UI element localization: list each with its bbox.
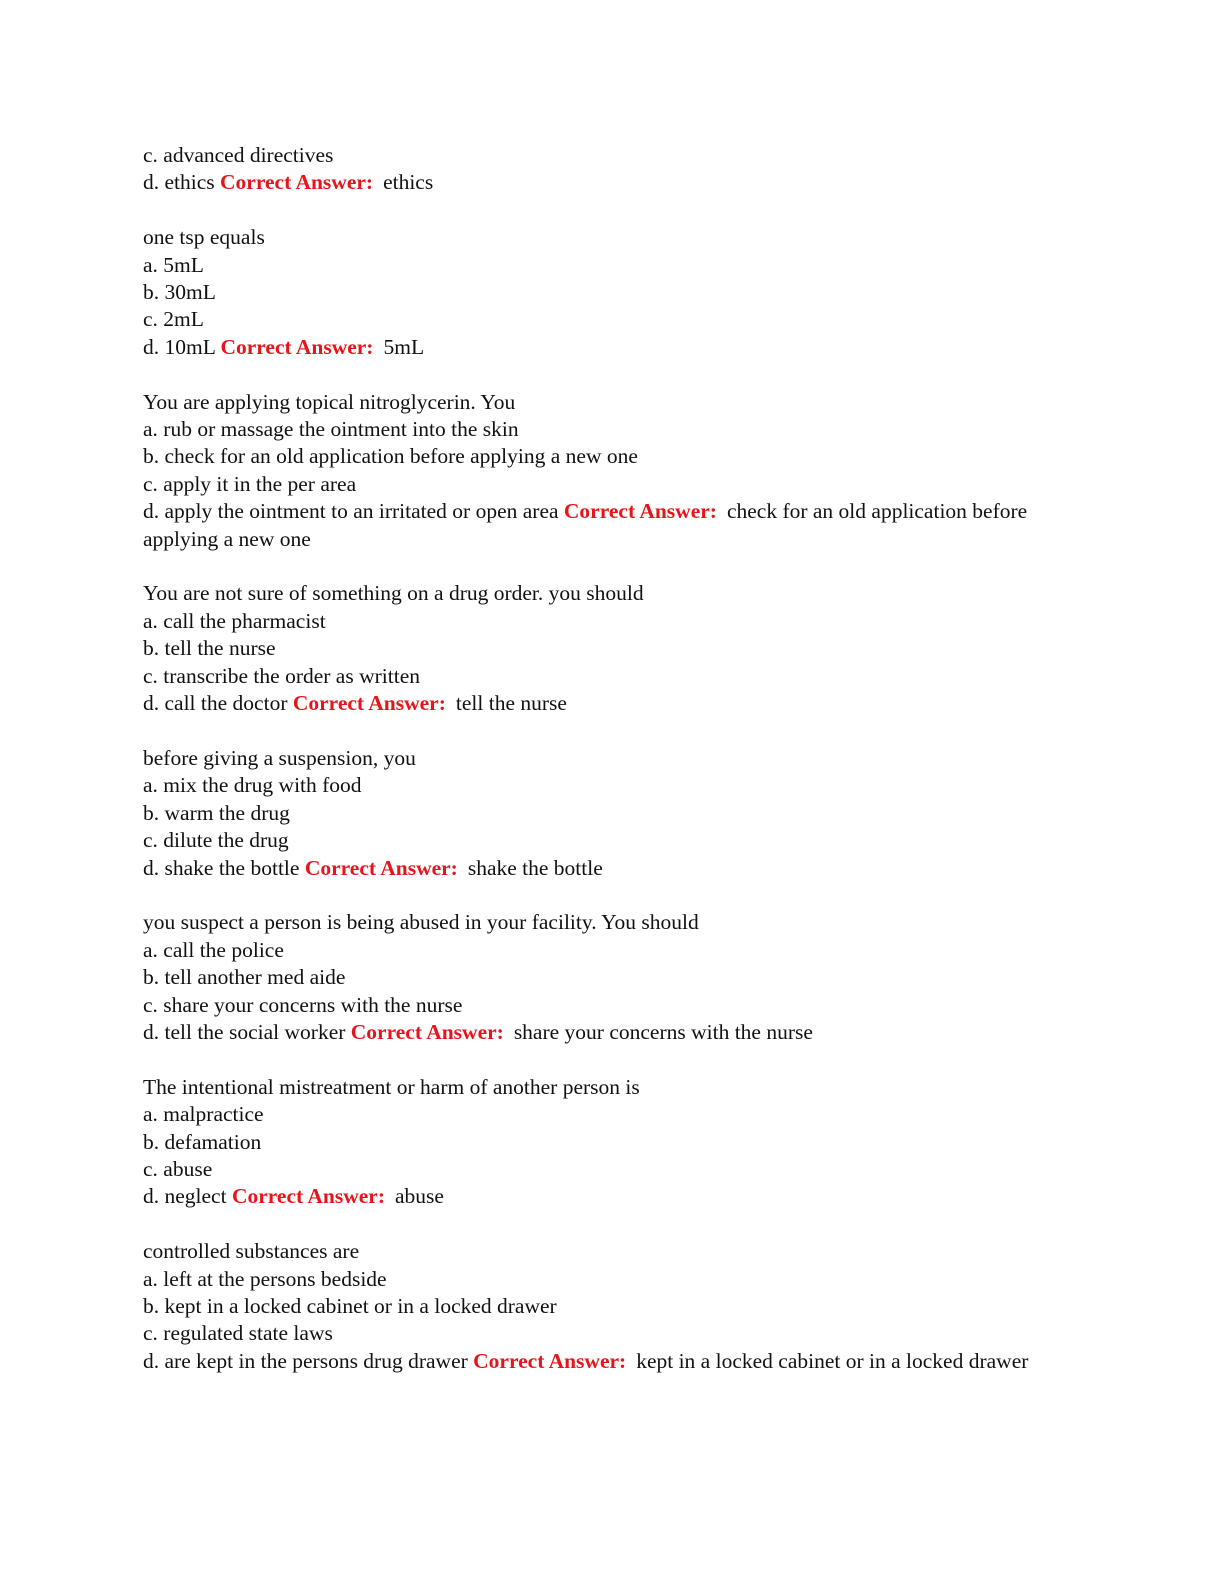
correct-answer-text: check for an old application before applying a new one	[143, 499, 1033, 551]
option-line: b. defamation	[143, 1129, 262, 1154]
question-block	[143, 909, 1073, 1046]
question-text: before giving a suspension, you	[143, 745, 416, 770]
option-text: d. call the doctor	[143, 691, 288, 716]
correct-answer-text: ethics	[383, 170, 434, 195]
answer-line	[143, 498, 1073, 553]
question-text: controlled substances are	[143, 1239, 360, 1264]
option-line: a. call the police	[143, 937, 284, 962]
correct-answer-label: Correct Answer:	[292, 691, 446, 716]
answer-line	[143, 1183, 1073, 1210]
question-block	[143, 580, 1073, 717]
option-line: a. malpractice	[143, 1102, 264, 1127]
document-page	[143, 142, 1073, 1403]
question-text: one tsp equals	[143, 225, 265, 250]
option-line: b. kept in a locked cabinet or in a locked drawer	[143, 1293, 557, 1318]
option-text: d. ethics	[143, 170, 215, 195]
option-line: b. tell the nurse	[143, 636, 276, 661]
option-line: a. rub or massage the ointment into the skin	[143, 417, 519, 442]
option-line: a. 5mL	[143, 252, 204, 277]
option-line: c. advanced directives	[143, 143, 334, 167]
option-line: c. share your concerns with the nurse	[143, 992, 463, 1017]
correct-answer-label: Correct Answer:	[220, 334, 374, 359]
option-line: b. warm the drug	[143, 800, 290, 825]
option-text: d. tell the social worker	[143, 1019, 346, 1044]
option-line: b. check for an old application before applying a new one	[143, 444, 638, 469]
answer-line	[143, 1019, 1073, 1046]
option-line: c. dilute the drug	[143, 828, 289, 853]
option-line: c. abuse	[143, 1156, 213, 1181]
correct-answer-label: Correct Answer:	[473, 1348, 627, 1373]
question-text: You are applying topical nitroglycerin. You	[143, 389, 516, 414]
option-line: c. regulated state laws	[143, 1321, 333, 1346]
answer-line	[143, 855, 1073, 882]
option-line: c. apply it in the per area	[143, 471, 357, 496]
correct-answer-label: Correct Answer:	[304, 855, 458, 880]
option-line: c. transcribe the order as written	[143, 663, 420, 688]
question-block	[143, 1074, 1073, 1211]
option-line: a. mix the drug with food	[143, 773, 362, 798]
option-text: d. are kept in the persons drug drawer	[143, 1348, 468, 1373]
option-line: c. 2mL	[143, 307, 204, 332]
answer-line	[143, 334, 1073, 361]
question-block	[143, 142, 1073, 197]
correct-answer-label: Correct Answer:	[220, 170, 374, 195]
option-text: d. apply the ointment to an irritated or open area	[143, 499, 559, 524]
question-block	[143, 1238, 1073, 1375]
question-text: The intentional mistreatment or harm of another person is	[143, 1074, 640, 1099]
option-line: b. tell another med aide	[143, 965, 346, 990]
correct-answer-text: share your concerns with the nurse	[513, 1019, 813, 1044]
question-text: you suspect a person is being abused in your facility. You should	[143, 910, 699, 935]
option-text: d. neglect	[143, 1184, 227, 1209]
correct-answer-text: tell the nurse	[455, 691, 567, 716]
correct-answer-label: Correct Answer:	[350, 1019, 504, 1044]
option-line: a. left at the persons bedside	[143, 1266, 387, 1291]
option-text: d. shake the bottle	[143, 855, 300, 880]
answer-line	[143, 690, 1073, 717]
correct-answer-label: Correct Answer:	[563, 499, 717, 524]
correct-answer-label: Correct Answer:	[231, 1184, 385, 1209]
answer-line	[143, 1348, 1073, 1375]
option-line: a. call the pharmacist	[143, 608, 326, 633]
correct-answer-text: abuse	[394, 1184, 444, 1209]
option-line: b. 30mL	[143, 280, 216, 305]
answer-line	[143, 169, 1073, 196]
question-block	[143, 745, 1073, 882]
option-text: d. 10mL	[143, 334, 216, 359]
question-block	[143, 389, 1073, 553]
correct-answer-text: shake the bottle	[467, 855, 603, 880]
question-text: You are not sure of something on a drug order. you should	[143, 581, 644, 606]
correct-answer-text: kept in a locked cabinet or in a locked drawer	[636, 1348, 1029, 1373]
correct-answer-text: 5mL	[383, 334, 425, 359]
question-block	[143, 224, 1073, 361]
